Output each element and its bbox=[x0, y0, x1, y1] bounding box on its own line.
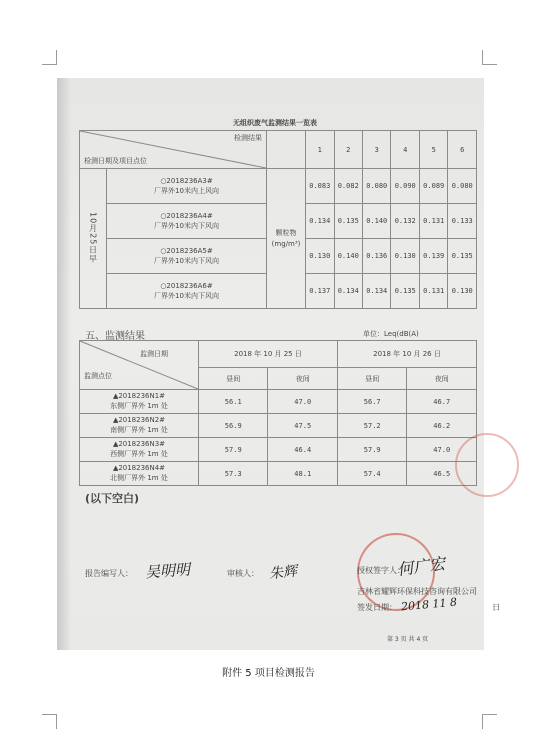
scanned-report-photo bbox=[57, 78, 501, 650]
crop-mark-top-left bbox=[42, 50, 57, 65]
corner-top-label: 检测结果 bbox=[234, 134, 263, 142]
issue-date-label: 签发日期： bbox=[357, 603, 397, 612]
approver-label: 授权签字人： bbox=[357, 566, 405, 575]
value-cell: 47.0 bbox=[407, 438, 477, 462]
point-cell bbox=[80, 438, 199, 462]
value-cell: 0.137 bbox=[306, 274, 334, 309]
point-cell bbox=[107, 169, 267, 204]
value-cell: 0.135 bbox=[448, 239, 477, 274]
value-cell: 0.082 bbox=[334, 169, 362, 204]
value-cell: 56.9 bbox=[199, 414, 268, 438]
value-cell: 0.083 bbox=[306, 169, 334, 204]
value-cell: 0.090 bbox=[391, 169, 419, 204]
figure-caption: 附件 5 项目检测报告 bbox=[222, 668, 315, 679]
value-cell: 56.7 bbox=[337, 390, 406, 414]
date-cell: 10月25日早 bbox=[80, 169, 107, 309]
value-cell: 0.134 bbox=[363, 274, 391, 309]
col-header: 6 bbox=[448, 131, 477, 169]
table2-corner-header bbox=[80, 341, 199, 390]
value-cell: 47.0 bbox=[268, 390, 338, 414]
value-cell: 0.134 bbox=[306, 204, 334, 239]
exhaust-gas-table bbox=[79, 130, 477, 309]
table1-corner-header bbox=[80, 131, 267, 169]
col-header: 2 bbox=[334, 131, 362, 169]
date-header: 2018 年 10 月 25 日 bbox=[199, 341, 338, 368]
company-name: 吉林省耀辉环保科技咨询有限公司 bbox=[357, 587, 477, 596]
point-cell bbox=[80, 414, 199, 438]
value-cell: 46.4 bbox=[268, 438, 338, 462]
corner-bottom-label: 检测日期及项目点位 bbox=[84, 157, 147, 165]
value-cell: 0.135 bbox=[334, 204, 362, 239]
value-cell: 0.080 bbox=[448, 169, 477, 204]
date-header: 2018 年 10 月 26 日 bbox=[337, 341, 476, 368]
corner-top-label: 监测日期 bbox=[140, 350, 168, 358]
point-cell bbox=[80, 462, 199, 486]
point-desc: 厂界外10米内下风向 bbox=[154, 292, 219, 300]
table1-item-header bbox=[267, 131, 306, 169]
reviewer-signature: 朱辉 bbox=[268, 563, 298, 583]
value-cell: 0.130 bbox=[306, 239, 334, 274]
col-header: 3 bbox=[363, 131, 391, 169]
point-desc: 厂界外10米内下风向 bbox=[154, 222, 219, 230]
value-cell: 0.139 bbox=[419, 239, 447, 274]
value-cell: 47.5 bbox=[268, 414, 338, 438]
point-desc: 西侧厂界外 1m 处 bbox=[110, 449, 168, 458]
value-cell: 46.7 bbox=[407, 390, 477, 414]
compiler-signature: 吴明明 bbox=[144, 560, 191, 582]
section-heading: 五、监测结果 bbox=[85, 331, 145, 342]
point-desc: 东侧厂界外 1m 处 bbox=[110, 401, 168, 410]
point-id: ○2018236A3# bbox=[160, 176, 213, 185]
point-cell bbox=[107, 239, 267, 274]
item-name: 颗粒物 bbox=[275, 229, 297, 237]
issue-date-suffix: 日 bbox=[492, 603, 501, 612]
item-cell bbox=[267, 169, 306, 309]
point-desc: 厂界外10米内上风向 bbox=[154, 187, 219, 195]
value-cell: 0.132 bbox=[391, 204, 419, 239]
value-cell: 57.2 bbox=[337, 414, 406, 438]
point-id: ▲2018236N3# bbox=[112, 440, 166, 449]
value-cell: 46.5 bbox=[407, 462, 477, 486]
point-desc: 北侧厂界外 1m 处 bbox=[110, 473, 168, 482]
partial-seal bbox=[455, 433, 519, 497]
value-cell: 57.4 bbox=[337, 462, 406, 486]
table1-title: 无组织废气监测结果一览表 bbox=[233, 119, 317, 127]
value-cell: 0.130 bbox=[391, 239, 419, 274]
table-row bbox=[80, 414, 477, 438]
blank-below-note: (以下空白) bbox=[85, 492, 140, 505]
value-cell: 0.140 bbox=[334, 239, 362, 274]
value-cell: 0.131 bbox=[419, 274, 447, 309]
period-header: 昼间 bbox=[337, 368, 406, 390]
value-cell: 57.9 bbox=[199, 438, 268, 462]
item-unit: (mg/m³) bbox=[271, 239, 301, 248]
point-desc: 厂界外10米内下风向 bbox=[154, 257, 219, 265]
point-id: ○2018236A4# bbox=[160, 211, 213, 220]
value-cell: 0.136 bbox=[363, 239, 391, 274]
value-cell: 0.133 bbox=[448, 204, 477, 239]
col-header: 5 bbox=[419, 131, 447, 169]
value-cell: 0.135 bbox=[391, 274, 419, 309]
issue-date-handwritten: 2018 11 8 bbox=[400, 595, 458, 614]
col-header: 4 bbox=[391, 131, 419, 169]
value-cell: 0.131 bbox=[419, 204, 447, 239]
point-cell bbox=[80, 390, 199, 414]
photo-edge-shadow bbox=[57, 78, 71, 650]
table-row bbox=[80, 390, 477, 414]
table-row bbox=[80, 169, 477, 204]
value-cell: 46.2 bbox=[407, 414, 477, 438]
point-id: ○2018236A6# bbox=[160, 281, 213, 290]
period-header: 夜间 bbox=[268, 368, 338, 390]
corner-bottom-label: 监测点位 bbox=[84, 372, 112, 380]
point-cell bbox=[107, 274, 267, 309]
crop-mark-bottom-left bbox=[42, 714, 57, 729]
value-cell: 0.140 bbox=[363, 204, 391, 239]
value-cell: 56.1 bbox=[199, 390, 268, 414]
point-cell bbox=[107, 204, 267, 239]
value-cell: 48.1 bbox=[268, 462, 338, 486]
value-cell: 0.089 bbox=[419, 169, 447, 204]
reviewer-label: 审核人： bbox=[227, 569, 259, 578]
point-id: ▲2018236N4# bbox=[112, 464, 166, 473]
point-id: ▲2018236N2# bbox=[112, 416, 166, 425]
value-cell: 57.9 bbox=[337, 438, 406, 462]
col-header: 1 bbox=[306, 131, 334, 169]
value-cell: 0.130 bbox=[448, 274, 477, 309]
crop-mark-top-right bbox=[482, 50, 497, 65]
point-id: ▲2018236N1# bbox=[112, 392, 166, 401]
table-row bbox=[80, 462, 477, 486]
value-cell: 0.134 bbox=[334, 274, 362, 309]
compiler-label: 报告编写人： bbox=[85, 569, 133, 578]
value-cell: 57.3 bbox=[199, 462, 268, 486]
table-row bbox=[80, 438, 477, 462]
point-id: ○2018236A5# bbox=[160, 246, 213, 255]
page-number: 第 3 页 共 4 页 bbox=[387, 636, 429, 643]
value-cell: 0.080 bbox=[363, 169, 391, 204]
crop-mark-bottom-right bbox=[482, 714, 497, 729]
period-header: 昼间 bbox=[199, 368, 268, 390]
approver-signature: 何广宏 bbox=[396, 553, 447, 580]
point-desc: 南侧厂界外 1m 处 bbox=[110, 425, 168, 434]
noise-result-table bbox=[79, 340, 477, 486]
unit-label: 单位：Leq(dB(A) bbox=[363, 330, 419, 338]
period-header: 夜间 bbox=[407, 368, 477, 390]
